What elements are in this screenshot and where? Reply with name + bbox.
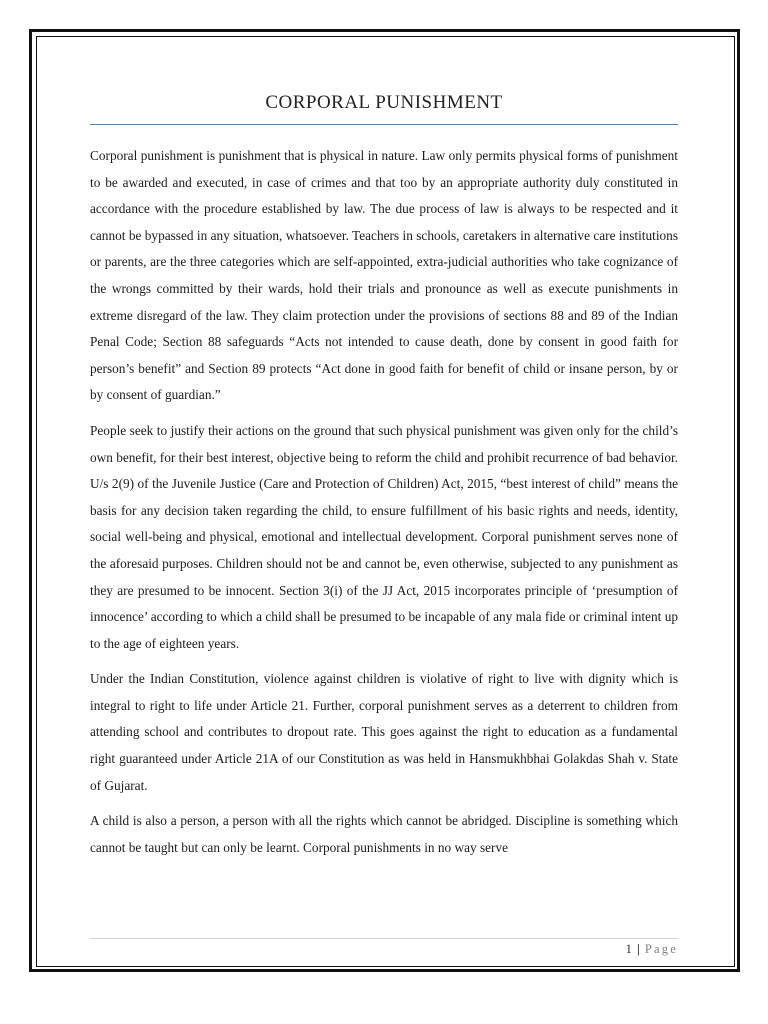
title-underline [90,124,678,125]
paragraph-4: A child is also a person, a person with all the rights which cannot be abridged. Discipline is something which cannot be taught but can only be learnt. Corporal punishments in no way serve [90,813,678,855]
page-footer [626,942,678,957]
document-body [90,143,678,923]
paragraph-2: People seek to justify their actions on the ground that such physical punishment was given only for the child’s own benefit, for their best interest, objective being to reform the child and prohibit recurrence of bad behavior. U/s 2(9) of the Juvenile Justice (Care and Protection of Children) Act, 2015, “best interest of child” means the basis for any decision taken regarding the child, to ensure fulfillment of his basic rights and needs, identity, social well-being and physical, emotional and intellectual development. Corporal punishment serves none of the aforesaid purposes. Children should not be and cannot be, even otherwise, subjected to any punishment as they are presumed to be innocent. Section 3(i) of the JJ Act, 2015 incorporates principle of ‘presumption of innocence’ according to which a child shall be presumed to be incapable of any mala fide or criminal intent up to the age of eighteen years. [90,422,678,651]
paragraph-1: Corporal punishment is punishment that is physical in nature. Law only permits physical forms of punishment to be awarded and executed, in case of crimes and that too by an appropriate authority duly constituted in accordance with the procedure established by law. The due process of law is always to be respected and it cannot be bypassed in any situation, whatsoever. Teachers in schools, caretakers in alternative care institutions or parents, are the three categories which are self-appointed, extra-judicial authorities who take cognizance of the wrongs committed by their wards, hold their trials and pronounce as well as execute punishments in extreme disregard of the law. They claim protection under the provisions of sections 88 and 89 of the Indian Penal Code; Section 88 safeguards “Acts not intended to cause death, done by consent in good faith for person’s benefit” and Section 89 protects “Act done in good faith for benefit of child or insane person, by or by consent of guardian.” [90,148,678,403]
page-title: CORPORAL PUNISHMENT [265,92,503,113]
footer-divider [90,938,678,939]
footer-separator: | [637,942,640,956]
paragraph-3: Under the Indian Constitution, violence against children is violative of right to live with dignity which is integral to right to life under Article 21. Further, corporal punishment serves as a deterrent to children from attending school and contributes to dropout rate. This goes against the right to education as a fundamental right guaranteed under Article 21A of our Constitution as was held in Hansmukhbhai Golakdas Shah v. State of Gujarat. [90,671,678,793]
page-number: 1 [625,942,632,956]
page-label: Page [644,942,678,956]
